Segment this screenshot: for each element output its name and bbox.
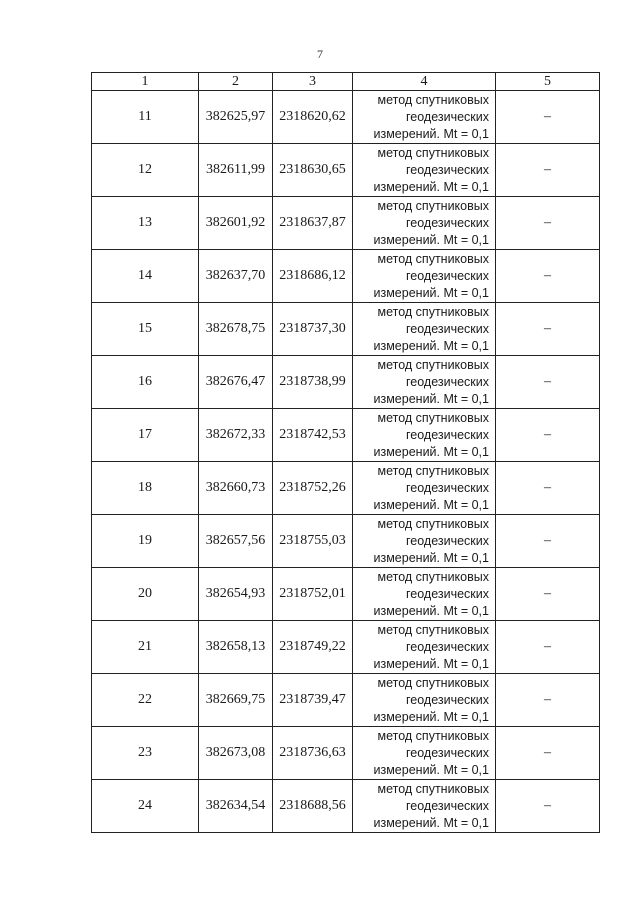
method-line: измерений. Mt = 0,1 <box>373 550 489 565</box>
note-cell: – <box>496 515 600 568</box>
method-line: геодезических <box>405 215 489 230</box>
y-coordinate-cell: 2318686,12 <box>273 250 353 303</box>
x-coordinate-cell: 382660,73 <box>199 462 273 515</box>
x-coordinate-cell: 382625,97 <box>199 91 273 144</box>
method-line: метод спутниковых <box>377 463 489 478</box>
point-number-cell: 14 <box>92 250 199 303</box>
note-cell: – <box>496 197 600 250</box>
note-cell: – <box>496 91 600 144</box>
method-line: геодезических <box>405 268 489 283</box>
method-line: измерений. Mt = 0,1 <box>373 709 489 724</box>
method-cell <box>353 568 496 621</box>
method-line: метод спутниковых <box>377 728 489 743</box>
method-cell <box>353 621 496 674</box>
method-line: геодезических <box>405 427 489 442</box>
method-line: измерений. Mt = 0,1 <box>373 179 489 194</box>
method-line: геодезических <box>405 321 489 336</box>
column-header: 3 <box>273 73 353 91</box>
table-row <box>92 780 600 833</box>
method-line: метод спутниковых <box>377 569 489 584</box>
method-cell <box>353 515 496 568</box>
x-coordinate-cell: 382634,54 <box>199 780 273 833</box>
table-row <box>92 462 600 515</box>
method-line: геодезических <box>405 692 489 707</box>
y-coordinate-cell: 2318630,65 <box>273 144 353 197</box>
method-line: метод спутниковых <box>377 675 489 690</box>
method-line: геодезических <box>405 586 489 601</box>
method-line: измерений. Mt = 0,1 <box>373 232 489 247</box>
method-line: метод спутниковых <box>377 251 489 266</box>
note-cell: – <box>496 303 600 356</box>
table-row <box>92 356 600 409</box>
point-number-cell: 18 <box>92 462 199 515</box>
coordinates-table <box>91 72 600 833</box>
method-cell <box>353 197 496 250</box>
column-header: 5 <box>496 73 600 91</box>
y-coordinate-cell: 2318737,30 <box>273 303 353 356</box>
method-line: измерений. Mt = 0,1 <box>373 603 489 618</box>
note-cell: – <box>496 409 600 462</box>
method-cell <box>353 409 496 462</box>
y-coordinate-cell: 2318739,47 <box>273 674 353 727</box>
method-line: геодезических <box>405 480 489 495</box>
x-coordinate-cell: 382657,56 <box>199 515 273 568</box>
method-line: измерений. Mt = 0,1 <box>373 391 489 406</box>
method-line: метод спутниковых <box>377 145 489 160</box>
x-coordinate-cell: 382669,75 <box>199 674 273 727</box>
note-cell: – <box>496 780 600 833</box>
method-line: измерений. Mt = 0,1 <box>373 444 489 459</box>
note-cell: – <box>496 462 600 515</box>
method-cell <box>353 250 496 303</box>
method-cell <box>353 91 496 144</box>
y-coordinate-cell: 2318752,26 <box>273 462 353 515</box>
table-row <box>92 727 600 780</box>
table-body <box>92 91 600 833</box>
method-cell <box>353 462 496 515</box>
method-cell <box>353 674 496 727</box>
x-coordinate-cell: 382678,75 <box>199 303 273 356</box>
column-header: 4 <box>353 73 496 91</box>
method-line: геодезических <box>405 162 489 177</box>
y-coordinate-cell: 2318738,99 <box>273 356 353 409</box>
method-line: геодезических <box>405 798 489 813</box>
method-line: метод спутниковых <box>377 304 489 319</box>
table-row <box>92 621 600 674</box>
method-line: измерений. Mt = 0,1 <box>373 338 489 353</box>
method-cell <box>353 144 496 197</box>
table-row <box>92 91 600 144</box>
page-number: 7 <box>317 47 323 61</box>
table-row <box>92 197 600 250</box>
method-line: метод спутниковых <box>377 198 489 213</box>
table-row <box>92 144 600 197</box>
method-line: измерений. Mt = 0,1 <box>373 815 489 830</box>
table-row <box>92 303 600 356</box>
point-number-cell: 13 <box>92 197 199 250</box>
method-line: геодезических <box>405 745 489 760</box>
x-coordinate-cell: 382611,99 <box>199 144 273 197</box>
table-row <box>92 674 600 727</box>
method-line: метод спутниковых <box>377 622 489 637</box>
method-line: метод спутниковых <box>377 92 489 107</box>
x-coordinate-cell: 382601,92 <box>199 197 273 250</box>
point-number-cell: 24 <box>92 780 199 833</box>
column-header: 1 <box>92 73 199 91</box>
method-line: метод спутниковых <box>377 516 489 531</box>
method-cell <box>353 356 496 409</box>
y-coordinate-cell: 2318749,22 <box>273 621 353 674</box>
method-line: метод спутниковых <box>377 781 489 796</box>
column-header: 2 <box>199 73 273 91</box>
y-coordinate-cell: 2318742,53 <box>273 409 353 462</box>
note-cell: – <box>496 621 600 674</box>
note-cell: – <box>496 727 600 780</box>
method-line: геодезических <box>405 533 489 548</box>
point-number-cell: 16 <box>92 356 199 409</box>
table-row <box>92 250 600 303</box>
x-coordinate-cell: 382676,47 <box>199 356 273 409</box>
y-coordinate-cell: 2318688,56 <box>273 780 353 833</box>
y-coordinate-cell: 2318752,01 <box>273 568 353 621</box>
point-number-cell: 11 <box>92 91 199 144</box>
note-cell: – <box>496 568 600 621</box>
method-line: измерений. Mt = 0,1 <box>373 126 489 141</box>
x-coordinate-cell: 382673,08 <box>199 727 273 780</box>
point-number-cell: 17 <box>92 409 199 462</box>
method-line: измерений. Mt = 0,1 <box>373 285 489 300</box>
point-number-cell: 22 <box>92 674 199 727</box>
y-coordinate-cell: 2318755,03 <box>273 515 353 568</box>
x-coordinate-cell: 382672,33 <box>199 409 273 462</box>
method-cell <box>353 303 496 356</box>
point-number-cell: 19 <box>92 515 199 568</box>
y-coordinate-cell: 2318637,87 <box>273 197 353 250</box>
method-line: метод спутниковых <box>377 410 489 425</box>
method-line: измерений. Mt = 0,1 <box>373 762 489 777</box>
method-cell <box>353 780 496 833</box>
method-line: геодезических <box>405 639 489 654</box>
x-coordinate-cell: 382654,93 <box>199 568 273 621</box>
x-coordinate-cell: 382658,13 <box>199 621 273 674</box>
note-cell: – <box>496 144 600 197</box>
note-cell: – <box>496 674 600 727</box>
point-number-cell: 21 <box>92 621 199 674</box>
table-row <box>92 515 600 568</box>
method-line: геодезических <box>405 374 489 389</box>
point-number-cell: 15 <box>92 303 199 356</box>
method-cell <box>353 727 496 780</box>
table-row <box>92 568 600 621</box>
point-number-cell: 20 <box>92 568 199 621</box>
table-header-row <box>92 73 600 91</box>
point-number-cell: 12 <box>92 144 199 197</box>
y-coordinate-cell: 2318620,62 <box>273 91 353 144</box>
method-line: измерений. Mt = 0,1 <box>373 656 489 671</box>
method-line: измерений. Mt = 0,1 <box>373 497 489 512</box>
point-number-cell: 23 <box>92 727 199 780</box>
note-cell: – <box>496 356 600 409</box>
y-coordinate-cell: 2318736,63 <box>273 727 353 780</box>
x-coordinate-cell: 382637,70 <box>199 250 273 303</box>
note-cell: – <box>496 250 600 303</box>
method-line: геодезических <box>405 109 489 124</box>
table-row <box>92 409 600 462</box>
method-line: метод спутниковых <box>377 357 489 372</box>
